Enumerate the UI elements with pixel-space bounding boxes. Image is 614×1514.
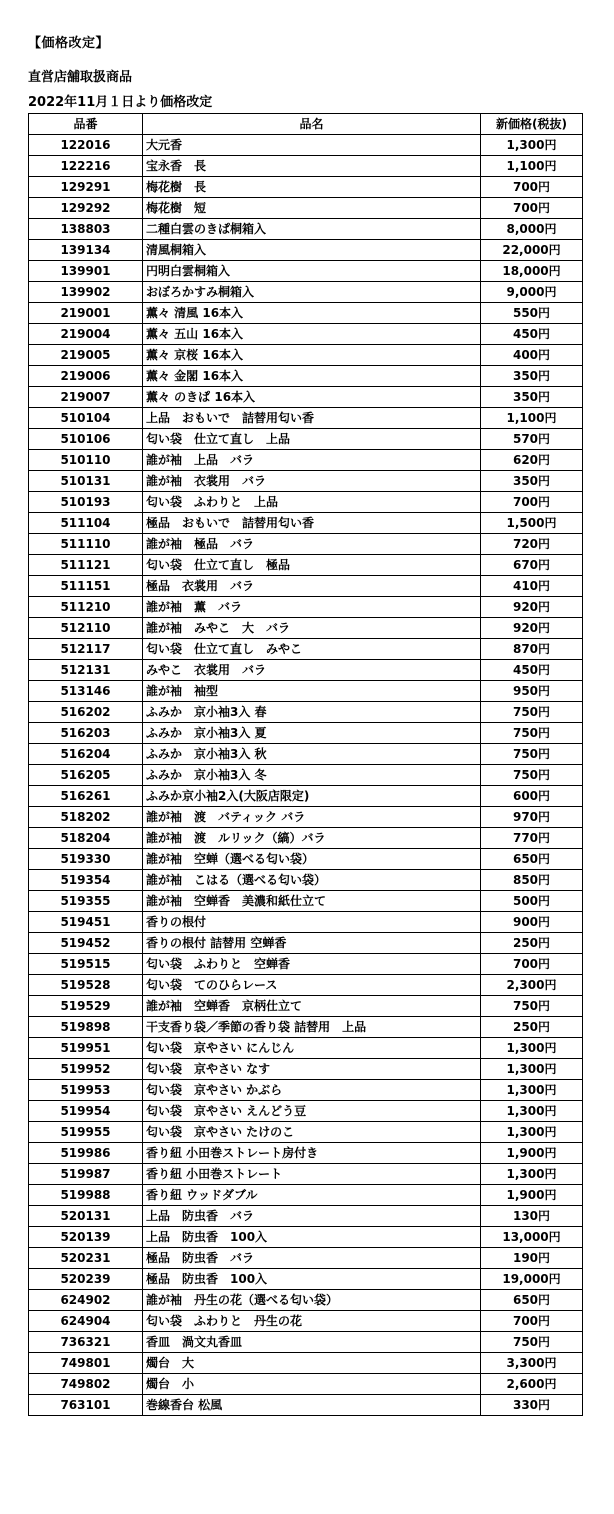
table-row: [29, 1080, 583, 1101]
product-name-cell: 極品 衣裳用 バラ: [143, 576, 481, 597]
product-code-cell: 510131: [29, 471, 143, 492]
product-code-cell: 139901: [29, 261, 143, 282]
product-code-cell: 519952: [29, 1059, 143, 1080]
product-code-cell: 519951: [29, 1038, 143, 1059]
table-row: [29, 996, 583, 1017]
product-code-cell: 139902: [29, 282, 143, 303]
new-price-cell: 750円: [481, 723, 583, 744]
product-name-cell: 匂い袋 仕立て直し 極品: [143, 555, 481, 576]
new-price-cell: 1,900円: [481, 1143, 583, 1164]
new-price-cell: 850円: [481, 870, 583, 891]
product-code-cell: 516261: [29, 786, 143, 807]
new-price-cell: 670円: [481, 555, 583, 576]
new-price-cell: 970円: [481, 807, 583, 828]
product-code-cell: 516203: [29, 723, 143, 744]
product-code-cell: 129291: [29, 177, 143, 198]
new-price-cell: 190円: [481, 1248, 583, 1269]
new-price-cell: 1,300円: [481, 1122, 583, 1143]
section-title: 直営店舗取扱商品: [28, 70, 133, 85]
product-name-cell: 誰が袖 袖型: [143, 681, 481, 702]
table-row: [29, 135, 583, 156]
product-code-cell: 129292: [29, 198, 143, 219]
table-row: [29, 282, 583, 303]
product-code-cell: 510106: [29, 429, 143, 450]
effective-date: 2022年11月１日より価格改定: [28, 95, 213, 110]
new-price-cell: 750円: [481, 702, 583, 723]
product-code-cell: 763101: [29, 1395, 143, 1416]
product-name-cell: 誰が袖 極品 バラ: [143, 534, 481, 555]
product-name-cell: 極品 防虫香 100入: [143, 1269, 481, 1290]
product-code-cell: 519529: [29, 996, 143, 1017]
table-row: [29, 303, 583, 324]
new-price-cell: 1,300円: [481, 1059, 583, 1080]
product-name-cell: おぼろかすみ桐箱入: [143, 282, 481, 303]
product-name-cell: 匂い袋 京やさい かぶら: [143, 1080, 481, 1101]
table-row: [29, 219, 583, 240]
table-row: [29, 450, 583, 471]
table-row: [29, 954, 583, 975]
table-row: [29, 1332, 583, 1353]
product-name-cell: 匂い袋 京やさい えんどう豆: [143, 1101, 481, 1122]
product-name-cell: 薫々 清風 16本入: [143, 303, 481, 324]
product-name-cell: ふみか 京小袖3入 秋: [143, 744, 481, 765]
product-code-cell: 519451: [29, 912, 143, 933]
table-row: [29, 702, 583, 723]
new-price-cell: 450円: [481, 324, 583, 345]
product-name-cell: 匂い袋 てのひらレース: [143, 975, 481, 996]
product-name-cell: 香り紐 小田巻ストレート: [143, 1164, 481, 1185]
new-price-cell: 130円: [481, 1206, 583, 1227]
table-row: [29, 933, 583, 954]
new-price-cell: 1,900円: [481, 1185, 583, 1206]
new-price-cell: 720円: [481, 534, 583, 555]
product-code-cell: 520131: [29, 1206, 143, 1227]
table-row: [29, 387, 583, 408]
product-code-cell: 512131: [29, 660, 143, 681]
table-row: [29, 345, 583, 366]
product-name-cell: 梅花樹 短: [143, 198, 481, 219]
table-row: [29, 492, 583, 513]
table-row: [29, 429, 583, 450]
product-code-cell: 518202: [29, 807, 143, 828]
product-name-cell: 誰が袖 渡 ルリック（縞）バラ: [143, 828, 481, 849]
table-row: [29, 870, 583, 891]
table-row: [29, 471, 583, 492]
new-price-cell: 410円: [481, 576, 583, 597]
table-row: [29, 1164, 583, 1185]
product-name-cell: 二種白雲のきぱ桐箱入: [143, 219, 481, 240]
table-row: [29, 408, 583, 429]
new-price-cell: 600円: [481, 786, 583, 807]
new-price-cell: 950円: [481, 681, 583, 702]
product-name-cell: みやこ 衣裳用 バラ: [143, 660, 481, 681]
product-code-cell: 519354: [29, 870, 143, 891]
table-row: [29, 1101, 583, 1122]
new-price-cell: 550円: [481, 303, 583, 324]
product-name-cell: ふみか 京小袖3入 春: [143, 702, 481, 723]
product-code-cell: 138803: [29, 219, 143, 240]
table-row: [29, 198, 583, 219]
product-name-cell: 干支香り袋／季節の香り袋 詰替用 上品: [143, 1017, 481, 1038]
product-code-cell: 736321: [29, 1332, 143, 1353]
product-code-cell: 624902: [29, 1290, 143, 1311]
product-code-cell: 219001: [29, 303, 143, 324]
product-name-cell: 誰が袖 空蝉香 美濃和紙仕立て: [143, 891, 481, 912]
table-row: [29, 177, 583, 198]
table-row: [29, 849, 583, 870]
new-price-cell: 250円: [481, 933, 583, 954]
product-name-cell: 清風桐箱入: [143, 240, 481, 261]
product-name-cell: 匂い袋 ふわりと 丹生の花: [143, 1311, 481, 1332]
new-price-cell: 18,000円: [481, 261, 583, 282]
product-code-cell: 520139: [29, 1227, 143, 1248]
new-price-cell: 1,300円: [481, 1164, 583, 1185]
product-code-cell: 519953: [29, 1080, 143, 1101]
table-row: [29, 513, 583, 534]
header-code: 品番: [29, 114, 143, 135]
new-price-cell: 2,300円: [481, 975, 583, 996]
product-name-cell: 薫々 のきぱ 16本入: [143, 387, 481, 408]
new-price-cell: 500円: [481, 891, 583, 912]
product-code-cell: 624904: [29, 1311, 143, 1332]
table-row: [29, 324, 583, 345]
product-code-cell: 520239: [29, 1269, 143, 1290]
table-row: [29, 1038, 583, 1059]
table-row: [29, 1206, 583, 1227]
new-price-cell: 750円: [481, 1332, 583, 1353]
new-price-cell: 330円: [481, 1395, 583, 1416]
new-price-cell: 700円: [481, 198, 583, 219]
product-name-cell: 誰が袖 みやこ 大 バラ: [143, 618, 481, 639]
table-row: [29, 366, 583, 387]
table-row: [29, 723, 583, 744]
product-name-cell: 匂い袋 京やさい にんじん: [143, 1038, 481, 1059]
product-name-cell: 薫々 金閣 16本入: [143, 366, 481, 387]
new-price-cell: 920円: [481, 597, 583, 618]
table-row: [29, 1227, 583, 1248]
product-name-cell: 誰が袖 空蝉香 京柄仕立て: [143, 996, 481, 1017]
table-row: [29, 681, 583, 702]
product-name-cell: 誰が袖 衣裳用 バラ: [143, 471, 481, 492]
new-price-cell: 1,100円: [481, 156, 583, 177]
table-row: [29, 765, 583, 786]
table-row: [29, 912, 583, 933]
table-row: [29, 576, 583, 597]
table-row: [29, 786, 583, 807]
new-price-cell: 1,300円: [481, 1038, 583, 1059]
product-name-cell: 薫々 五山 16本入: [143, 324, 481, 345]
product-code-cell: 516205: [29, 765, 143, 786]
table-row: [29, 1059, 583, 1080]
table-row: [29, 1185, 583, 1206]
product-code-cell: 519898: [29, 1017, 143, 1038]
product-name-cell: 香り紐 小田巻ストレート房付き: [143, 1143, 481, 1164]
product-code-cell: 219007: [29, 387, 143, 408]
new-price-cell: 3,300円: [481, 1353, 583, 1374]
table-row: [29, 1395, 583, 1416]
new-price-cell: 400円: [481, 345, 583, 366]
product-code-cell: 511210: [29, 597, 143, 618]
table-row: [29, 891, 583, 912]
product-code-cell: 510104: [29, 408, 143, 429]
product-name-cell: 極品 おもいで 詰替用匂い香: [143, 513, 481, 534]
new-price-cell: 350円: [481, 366, 583, 387]
product-code-cell: 513146: [29, 681, 143, 702]
product-code-cell: 519515: [29, 954, 143, 975]
new-price-cell: 750円: [481, 996, 583, 1017]
table-row: [29, 1248, 583, 1269]
product-name-cell: 上品 おもいで 詰替用匂い香: [143, 408, 481, 429]
product-code-cell: 139134: [29, 240, 143, 261]
table-row: [29, 555, 583, 576]
new-price-cell: 13,000円: [481, 1227, 583, 1248]
product-code-cell: 510193: [29, 492, 143, 513]
product-code-cell: 510110: [29, 450, 143, 471]
new-price-cell: 620円: [481, 450, 583, 471]
product-code-cell: 749802: [29, 1374, 143, 1395]
table-row: [29, 828, 583, 849]
product-name-cell: 香りの根付: [143, 912, 481, 933]
product-name-cell: 燭台 小: [143, 1374, 481, 1395]
table-row: [29, 807, 583, 828]
new-price-cell: 570円: [481, 429, 583, 450]
product-name-cell: 円明白雲桐箱入: [143, 261, 481, 282]
new-price-cell: 250円: [481, 1017, 583, 1038]
product-name-cell: 匂い袋 京やさい なす: [143, 1059, 481, 1080]
new-price-cell: 650円: [481, 1290, 583, 1311]
new-price-cell: 750円: [481, 765, 583, 786]
product-code-cell: 219006: [29, 366, 143, 387]
product-name-cell: ふみか京小袖2入(大阪店限定): [143, 786, 481, 807]
product-code-cell: 519986: [29, 1143, 143, 1164]
product-code-cell: 219004: [29, 324, 143, 345]
product-code-cell: 519452: [29, 933, 143, 954]
table-row: [29, 597, 583, 618]
table-row: [29, 1311, 583, 1332]
product-code-cell: 519955: [29, 1122, 143, 1143]
new-price-cell: 900円: [481, 912, 583, 933]
new-price-cell: 700円: [481, 1311, 583, 1332]
new-price-cell: 350円: [481, 387, 583, 408]
product-name-cell: 薫々 京桜 16本入: [143, 345, 481, 366]
product-name-cell: 宝永香 長: [143, 156, 481, 177]
product-name-cell: 燭台 大: [143, 1353, 481, 1374]
product-name-cell: 香り紐 ウッドダブル: [143, 1185, 481, 1206]
product-name-cell: 上品 防虫香 バラ: [143, 1206, 481, 1227]
product-name-cell: ふみか 京小袖3入 冬: [143, 765, 481, 786]
product-name-cell: 匂い袋 ふわりと 空蝉香: [143, 954, 481, 975]
product-code-cell: 516202: [29, 702, 143, 723]
table-row: [29, 1017, 583, 1038]
product-name-cell: 香りの根付 詰替用 空蝉香: [143, 933, 481, 954]
new-price-cell: 1,100円: [481, 408, 583, 429]
product-code-cell: 519954: [29, 1101, 143, 1122]
table-header-row: [29, 114, 583, 135]
table-row: [29, 618, 583, 639]
product-name-cell: 匂い袋 仕立て直し みやこ: [143, 639, 481, 660]
table-row: [29, 1122, 583, 1143]
table-row: [29, 1269, 583, 1290]
product-code-cell: 519330: [29, 849, 143, 870]
header-name: 品名: [143, 114, 481, 135]
product-code-cell: 511104: [29, 513, 143, 534]
new-price-cell: 1,300円: [481, 1080, 583, 1101]
table-row: [29, 1353, 583, 1374]
table-row: [29, 1290, 583, 1311]
new-price-cell: 920円: [481, 618, 583, 639]
product-code-cell: 122016: [29, 135, 143, 156]
product-code-cell: 749801: [29, 1353, 143, 1374]
price-table: [28, 113, 583, 1416]
product-name-cell: 匂い袋 京やさい たけのこ: [143, 1122, 481, 1143]
product-name-cell: 誰が袖 渡 バティック バラ: [143, 807, 481, 828]
product-name-cell: ふみか 京小袖3入 夏: [143, 723, 481, 744]
table-row: [29, 1143, 583, 1164]
new-price-cell: 700円: [481, 954, 583, 975]
product-name-cell: 梅花樹 長: [143, 177, 481, 198]
product-code-cell: 511151: [29, 576, 143, 597]
new-price-cell: 8,000円: [481, 219, 583, 240]
new-price-cell: 750円: [481, 744, 583, 765]
product-name-cell: 誰が袖 こはる（選べる匂い袋）: [143, 870, 481, 891]
table-row: [29, 660, 583, 681]
table-body: [29, 135, 583, 1416]
product-name-cell: 誰が袖 丹生の花（選べる匂い袋）: [143, 1290, 481, 1311]
new-price-cell: 870円: [481, 639, 583, 660]
product-code-cell: 516204: [29, 744, 143, 765]
new-price-cell: 19,000円: [481, 1269, 583, 1290]
table-row: [29, 240, 583, 261]
table-row: [29, 744, 583, 765]
product-code-cell: 512110: [29, 618, 143, 639]
new-price-cell: 770円: [481, 828, 583, 849]
product-code-cell: 519988: [29, 1185, 143, 1206]
product-name-cell: 誰が袖 空蝉（選べる匂い袋）: [143, 849, 481, 870]
product-code-cell: 519987: [29, 1164, 143, 1185]
new-price-cell: 9,000円: [481, 282, 583, 303]
table-row: [29, 1374, 583, 1395]
new-price-cell: 22,000円: [481, 240, 583, 261]
header-price: 新価格(税抜): [481, 114, 583, 135]
product-code-cell: 518204: [29, 828, 143, 849]
new-price-cell: 2,600円: [481, 1374, 583, 1395]
new-price-cell: 700円: [481, 177, 583, 198]
product-code-cell: 219005: [29, 345, 143, 366]
product-code-cell: 520231: [29, 1248, 143, 1269]
product-name-cell: 上品 防虫香 100入: [143, 1227, 481, 1248]
new-price-cell: 1,500円: [481, 513, 583, 534]
table-row: [29, 534, 583, 555]
table-row: [29, 156, 583, 177]
product-name-cell: 匂い袋 ふわりと 上品: [143, 492, 481, 513]
product-name-cell: 匂い袋 仕立て直し 上品: [143, 429, 481, 450]
product-code-cell: 511110: [29, 534, 143, 555]
product-name-cell: 極品 防虫香 バラ: [143, 1248, 481, 1269]
new-price-cell: 650円: [481, 849, 583, 870]
new-price-cell: 1,300円: [481, 135, 583, 156]
product-name-cell: 香皿 渦文丸香皿: [143, 1332, 481, 1353]
product-code-cell: 519355: [29, 891, 143, 912]
product-name-cell: 大元香: [143, 135, 481, 156]
new-price-cell: 450円: [481, 660, 583, 681]
notice-title: 【価格改定】: [28, 36, 110, 51]
new-price-cell: 350円: [481, 471, 583, 492]
product-code-cell: 519528: [29, 975, 143, 996]
product-code-cell: 511121: [29, 555, 143, 576]
table-row: [29, 639, 583, 660]
new-price-cell: 1,300円: [481, 1101, 583, 1122]
product-name-cell: 誰が袖 上品 バラ: [143, 450, 481, 471]
table-row: [29, 975, 583, 996]
product-name-cell: 誰が袖 薫 バラ: [143, 597, 481, 618]
table-row: [29, 261, 583, 282]
product-code-cell: 122216: [29, 156, 143, 177]
product-name-cell: 巻線香台 松風: [143, 1395, 481, 1416]
product-code-cell: 512117: [29, 639, 143, 660]
new-price-cell: 700円: [481, 492, 583, 513]
